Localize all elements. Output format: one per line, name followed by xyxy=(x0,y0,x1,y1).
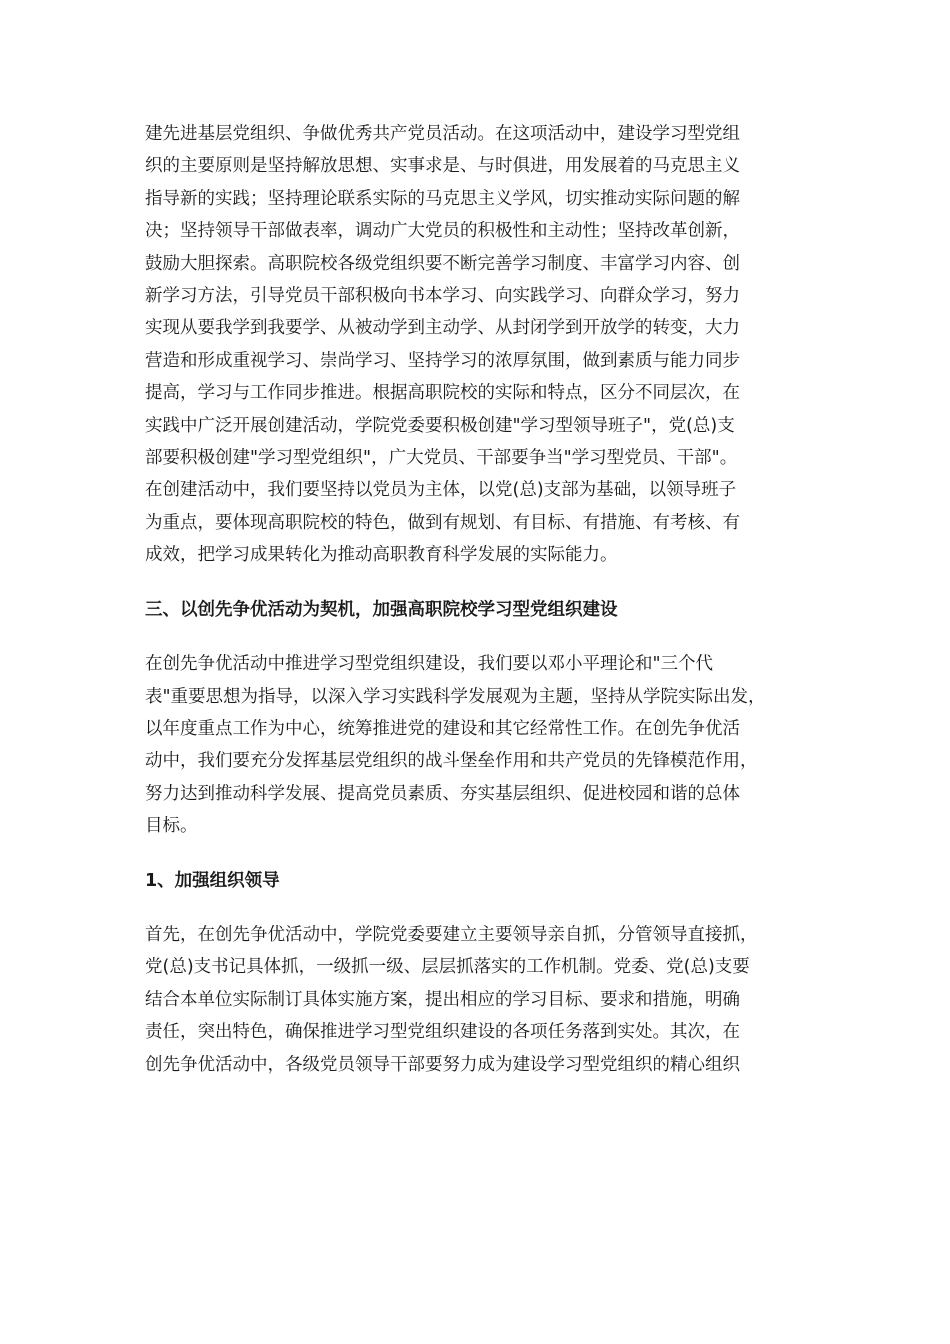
text-line: 首先，在创先争优活动中，学院党委要建立主要领导亲自抓，分管领导直接抓， xyxy=(145,924,758,945)
text-line: 责任，突出特色，确保推进学习型党组织建设的各项任务落到实处。其次，在 xyxy=(145,1022,740,1043)
spacer xyxy=(145,572,805,594)
text-line: 指导新的实践；坚持理论联系实际的马克思主义学风，切实推动实际问题的解 xyxy=(145,188,740,209)
text-line: 建先进基层党组织、争做优秀共产党员活动。在这项活动中，建设学习型党组 xyxy=(145,124,740,144)
paragraph-1 xyxy=(145,118,805,572)
text-line: 表"重要思想为指导，以深入学习实践科学发展观为主题，坚持从学院实际出发， xyxy=(145,686,766,707)
document-page xyxy=(145,118,805,1081)
sub-heading: 1、加强组织领导 xyxy=(145,870,280,891)
paragraph-3 xyxy=(145,919,805,1081)
text-line: 营造和形成重视学习、崇尚学习、坚持学习的浓厚氛围，做到素质与能力同步 xyxy=(145,350,740,371)
text-line: 党(总)支书记具体抓，一级抓一级、层层抓落实的工作机制。党委、党(总)支要 xyxy=(145,957,750,978)
text-line: 为重点，要体现高职院校的特色，做到有规划、有目标、有措施、有考核、有 xyxy=(145,512,740,533)
text-line: 以年度重点工作为中心，统筹推进党的建设和其它经常性工作。在创先争优活 xyxy=(145,718,740,739)
spacer xyxy=(145,843,805,865)
text-line: 鼓励大胆探索。高职院校各级党组织要不断完善学习制度、丰富学习内容、创 xyxy=(145,253,740,274)
text-line: 提高，学习与工作同步推进。根据高职院校的实际和特点，区分不同层次，在 xyxy=(145,383,740,404)
text-line: 决；坚持领导干部做表率，调动广大党员的积极性和主动性；坚持改革创新， xyxy=(145,221,740,242)
spacer xyxy=(145,897,805,919)
text-line: 织的主要原则是坚持解放思想、实事求是、与时俱进，用发展着的马克思主义 xyxy=(145,156,740,177)
text-line: 实现从要我学到我要学、从被动学到主动学、从封闭学到开放学的转变，大力 xyxy=(145,318,740,339)
text-line: 在创先争优活动中推进学习型党组织建设，我们要以邓小平理论和"三个代 xyxy=(145,654,714,675)
text-line: 实践中广泛开展创建活动，学院党委要积极创建"学习型领导班子"，党(总)支 xyxy=(145,415,735,436)
text-line: 成效，把学习成果转化为推动高职教育科学发展的实际能力。 xyxy=(145,545,618,566)
spacer xyxy=(145,626,805,648)
text-line: 新学习方法，引导党员干部积极向书本学习、向实践学习、向群众学习，努力 xyxy=(145,286,740,307)
text-line: 部要积极创建"学习型党组织"，广大党员、干部要争当"学习型党员、干部"。 xyxy=(145,448,738,469)
paragraph-2 xyxy=(145,648,805,842)
text-line: 创先争优活动中，各级党员领导干部要努力成为建设学习型党组织的精心组织 xyxy=(145,1054,740,1075)
text-line: 在创建活动中，我们要坚持以党员为主体，以党(总)支部为基础，以领导班子 xyxy=(145,480,737,501)
text-line: 动中，我们要充分发挥基层党组织的战斗堡垒作用和共产党员的先锋模范作用， xyxy=(145,751,758,772)
text-line: 结合本单位实际制订具体实施方案，提出相应的学习目标、要求和措施，明确 xyxy=(145,989,740,1010)
section-heading: 三、以创先争优活动为契机，加强高职院校学习型党组织建设 xyxy=(145,599,618,620)
text-line: 努力达到推动科学发展、提高党员素质、夯实基层组织、促进校园和谐的总体 xyxy=(145,783,740,804)
text-line: 目标。 xyxy=(145,816,198,837)
